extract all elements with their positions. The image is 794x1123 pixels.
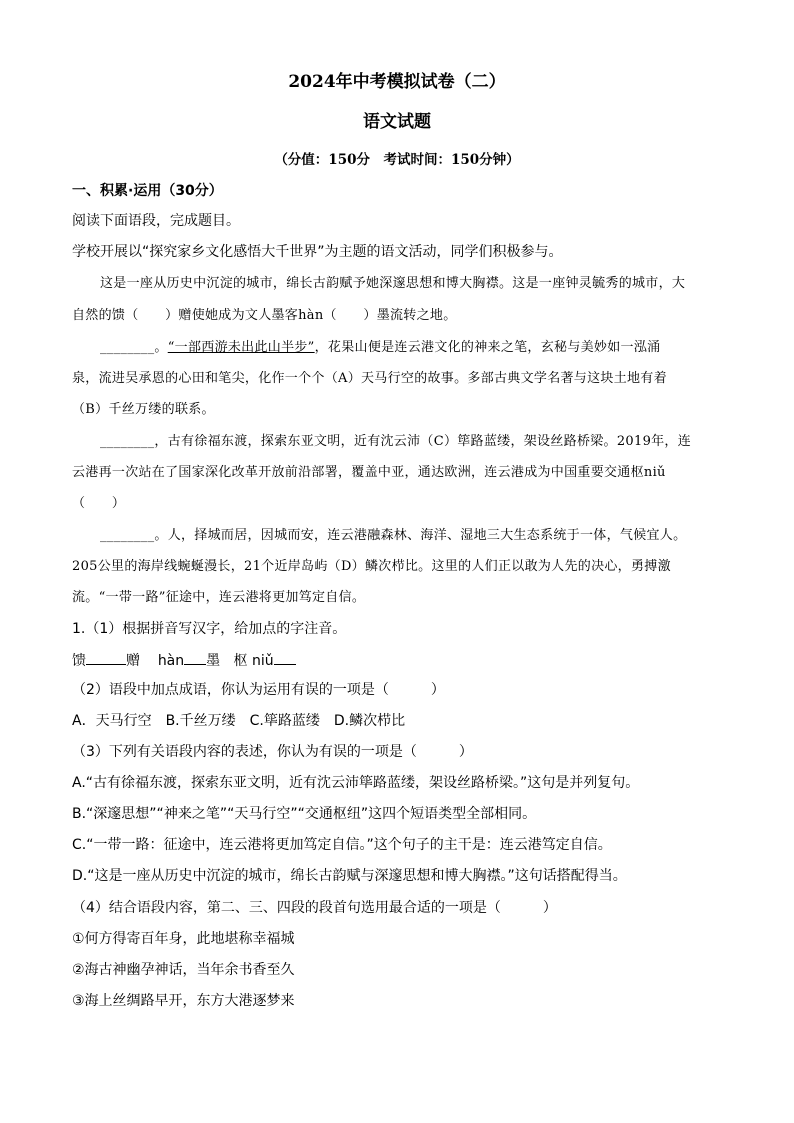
pinyin-han: hàn [157,653,185,669]
answer-blank[interactable] [274,650,296,665]
question-1-part2-options: A．天马行空 B.千丝万缕 C.筚路蓝缕 D.鳞次栉比 [72,713,406,729]
pinyin-niu: niǔ [251,653,274,669]
passage-p1-line1: 这是一座从历史中沉淀的城市，绵长古韵赋予她深邃思想和博大胸襟。这是一座钟灵毓秀的城市，大 [100,276,686,291]
passage-p1-line2: 自然的馈（ ）赠使她成为文人墨客hàn（ ）墨流转之地。 [72,308,457,323]
blank-line: ________ [100,340,155,355]
exam-title: 2024年中考模拟试卷（二） [288,72,506,92]
char-zeng: 赠 [126,653,140,669]
punctuation: 。 [154,340,168,355]
exam-subject: 语文试题 [363,112,431,132]
section-heading: 一、积累·运用（30分） [72,183,223,199]
option-d: D.“这是一座从历史中沉淀的城市，绵长古韵赋与深邃思想和博大胸襟。”这句话搭配得当。 [72,868,627,884]
passage-p3-line2: 云港再一次站在了国家深化改革开放前沿部署，覆盖中亚，通达欧洲，连云港成为中国重要交通枢niǔ [72,465,666,480]
char-shu: 枢 [233,653,248,669]
passage-text: 。人，择城而居，因城而安，连云港融森林、海洋、湿地三大生态系统于一体，气候宜人。 [154,528,687,543]
passage-p4-line1 [100,526,686,546]
choice-1: ①何方得寄百年身，此地堪称幸福城 [72,931,295,947]
passage-p2-line1 [100,338,660,358]
option-a: A.“古有徐福东渡，探索东亚文明，近有沈云沛筚路蓝缕，架设丝路桥梁。”这句是并列复句。 [72,775,640,791]
passage-p2-line3: （B）千丝万缕的联系。 [72,402,215,417]
passage-p3-line1 [100,432,691,452]
passage-p4-line2: 205公里的海岸线蜿蜒漫长，21个近岸岛屿（D）鳞次栉比。这里的人们正以敢为人先的决心，勇搏激 [72,559,671,574]
answer-blank[interactable] [184,650,206,665]
question-1-part2: （2）语段中加点成语，你认为运用有误的一项是（ ） [72,682,445,698]
passage-text: ，古有徐福东渡，探索东亚文明，近有沈云沛（C）筚路蓝缕，架设丝路桥梁。2019年，连 [154,434,692,449]
passage-p3-line3: （ ） [72,496,126,511]
option-b: B.“深邃思想”“神来之笔”“天马行空”“交通枢纽”这四个短语类型全部相同。 [72,806,537,822]
choice-2: ②海古神幽孕神话，当年余书香至久 [72,962,295,978]
question-1-part3: （3）下列有关语段内容的表述，你认为有误的一项是（ ） [72,744,473,760]
activity-intro: 学校开展以“探究家乡文化感悟大千世界”为主题的语文活动，同学们积极参与。 [72,244,563,260]
instruction: 阅读下面语段，完成题目。 [72,213,240,229]
underlined-quote: “一部西游未出此山半步” [167,340,315,355]
exam-info: （分值：150分 考试时间：150分钟） [274,152,520,168]
question-1-part4: （4）结合语段内容，第二、三、四段的段首句选用最合适的一项是（ ） [72,900,557,916]
char-mo: 墨 [206,653,221,669]
question-1-part1: 1.（1）根据拼音写汉字，给加点的字注音。 [72,621,347,637]
passage-text: ，花果山便是连云港文化的神来之笔，玄秘与美妙如一泓涌 [314,340,661,355]
blank-line: ________ [100,528,155,543]
answer-blank[interactable] [86,650,126,665]
passage-p4-line3: 流。“一带一路”征途中，连云港将更加笃定自信。 [72,590,366,605]
pinyin-fill-row [72,650,296,671]
option-c: C.“一带一路：征途中，连云港将更加笃定自信。”这个句子的主干是：连云港笃定自信。 [72,837,612,853]
char-kui: 馈 [72,653,86,669]
passage-p2-line2: 泉，流进吴承恩的心田和笔尖，化作一个个（A）天马行空的故事。多部古典文学名著与这块土地有着 [72,371,667,386]
choice-3: ③海上丝绸路早开，东方大港逐梦来 [72,993,295,1009]
blank-line: ________ [100,434,155,449]
